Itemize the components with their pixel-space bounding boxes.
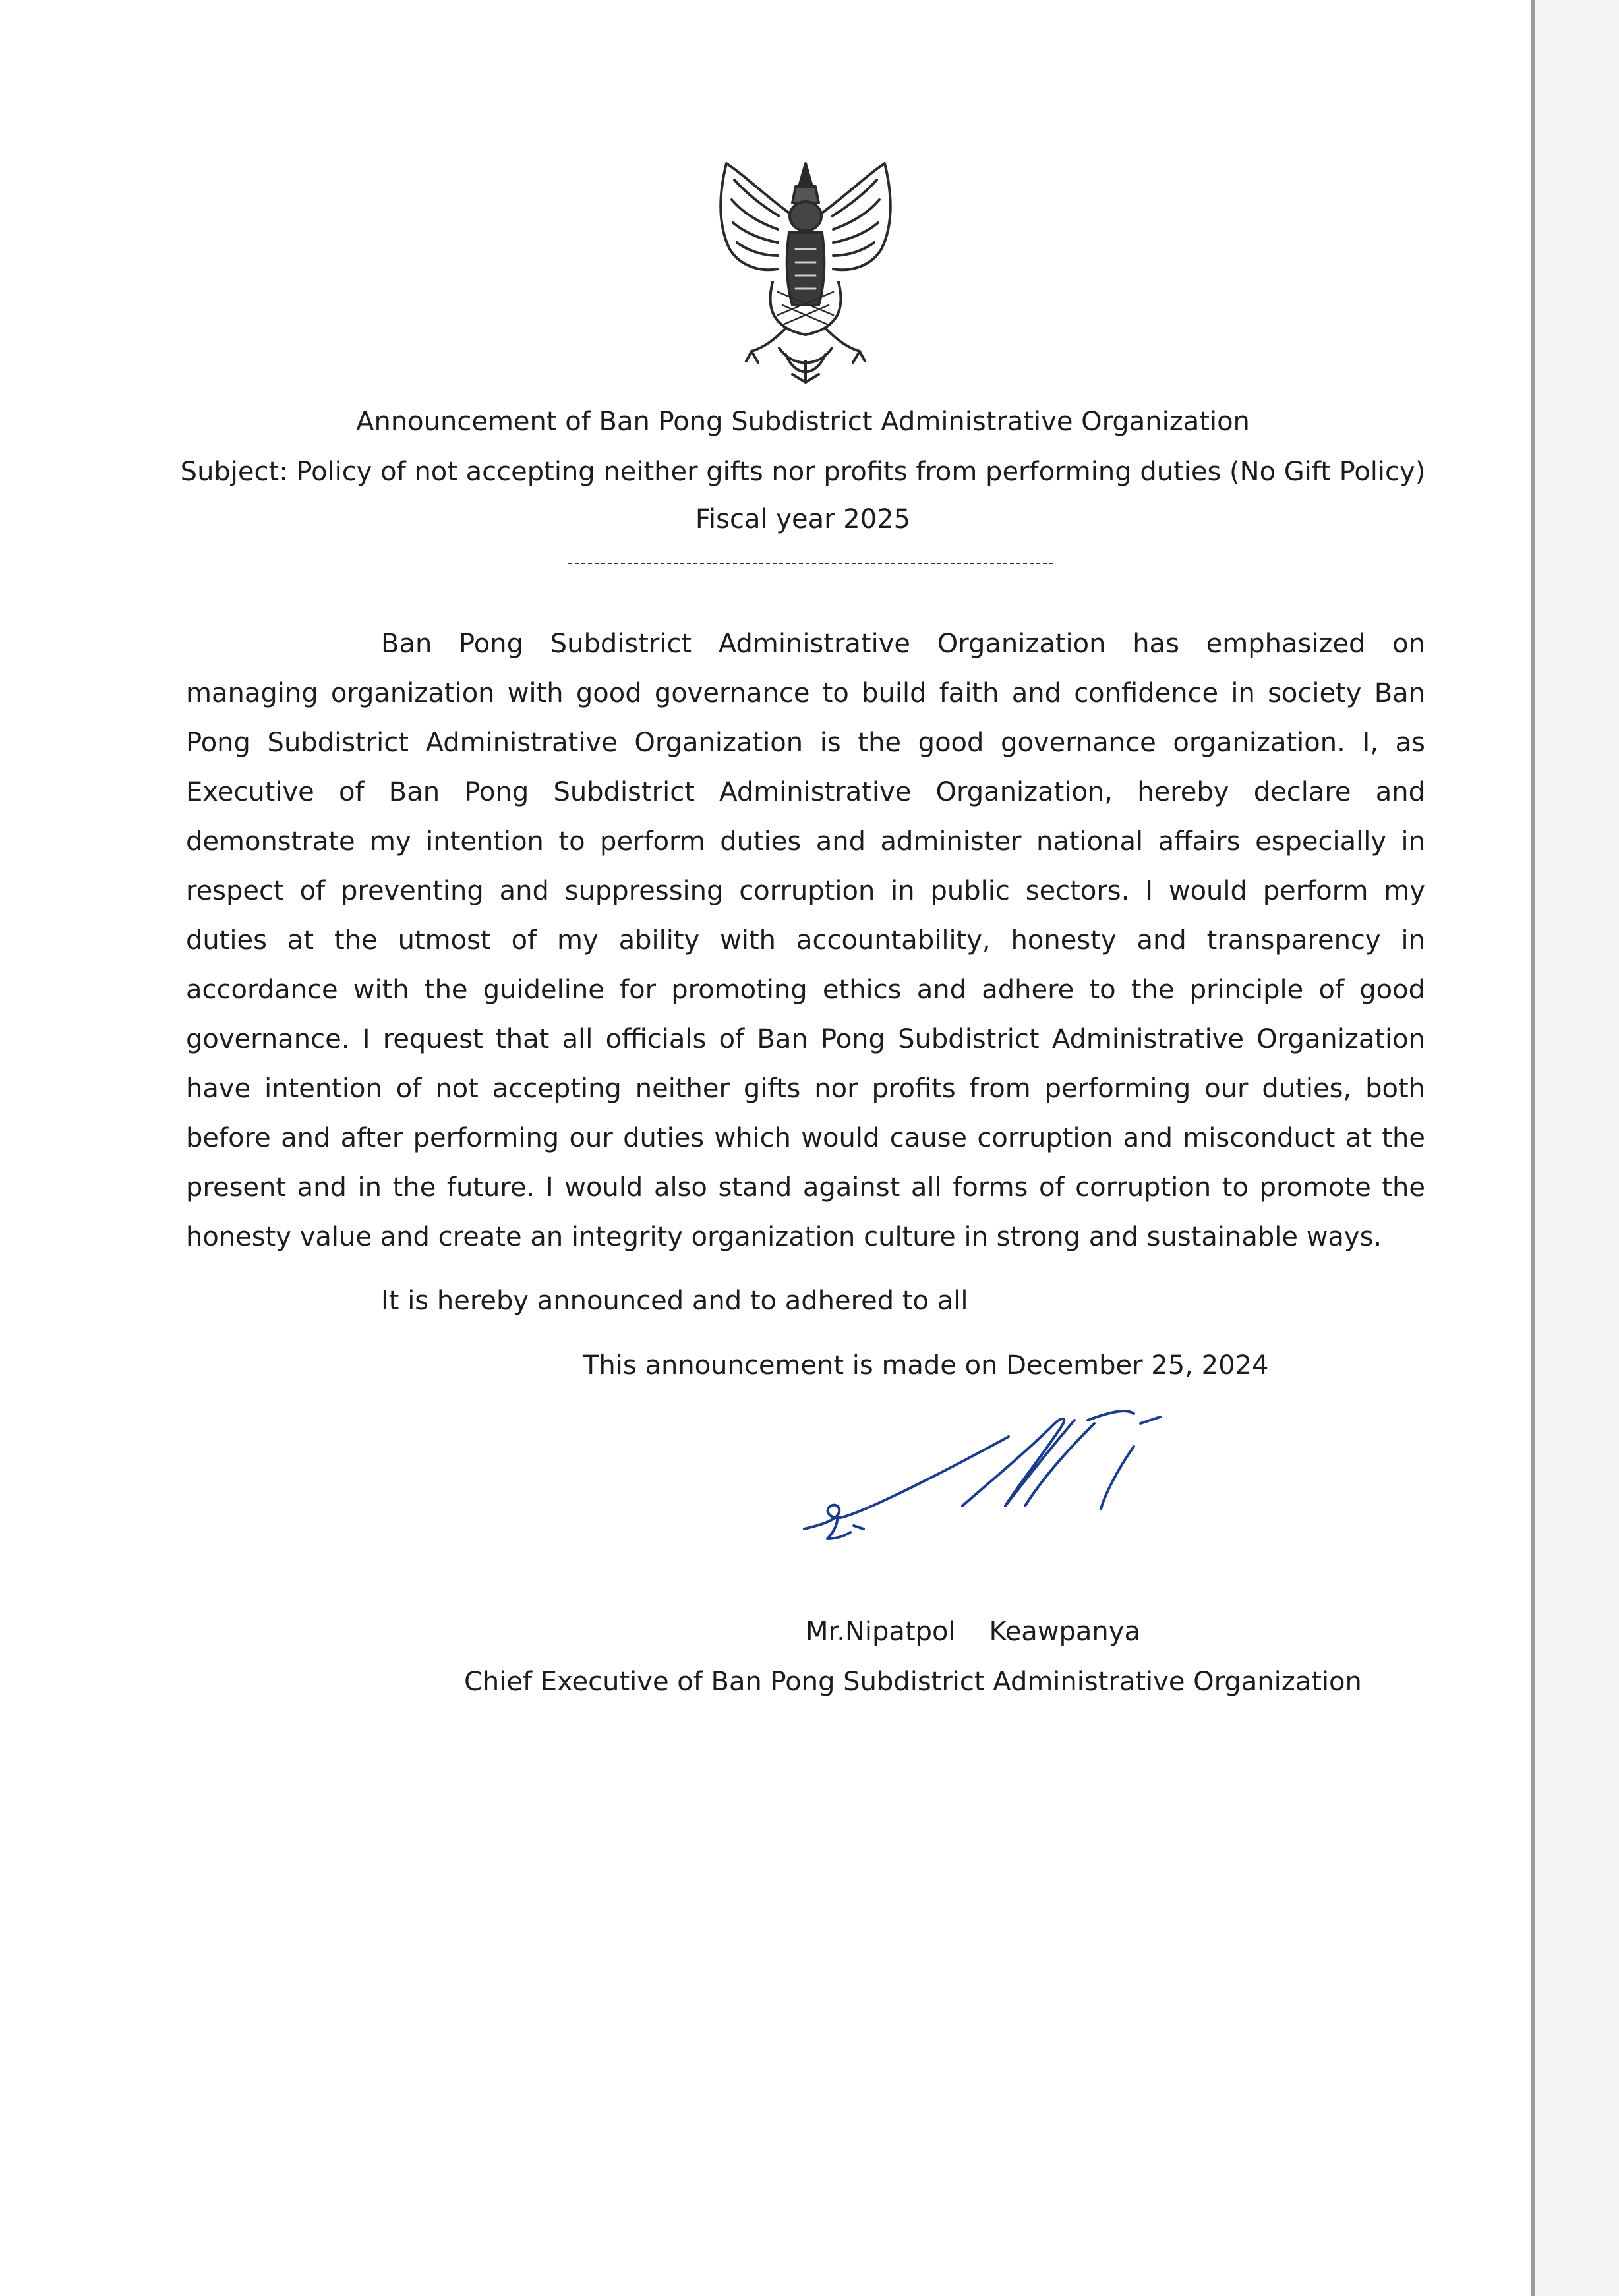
garuda-emblem-icon bbox=[700, 150, 911, 387]
handwritten-signature bbox=[791, 1397, 1200, 1549]
signer-name: Mr.Nipatpol Keawpanya bbox=[806, 1617, 1140, 1647]
signer-title: Chief Executive of Ban Pong Subdistrict Administrative Organization bbox=[464, 1667, 1362, 1697]
scan-shade bbox=[1535, 0, 1619, 2296]
closing-statement: It is hereby announced and to adhered to all bbox=[381, 1286, 968, 1316]
announcement-date: This announcement is made on December 25, 2024 bbox=[583, 1350, 1269, 1381]
scan-edge bbox=[1531, 0, 1535, 2296]
separator-line bbox=[568, 563, 1053, 564]
fiscal-year: Fiscal year 2025 bbox=[695, 504, 911, 534]
announcement-subject: Subject: Policy of not accepting neither gifts nor profits from performing duties (No Gift Policy) bbox=[180, 457, 1426, 487]
announcement-body: Ban Pong Subdistrict Administrative Organization has emphasized on managing organization with good governance to build faith and confidence in society Ban Pong Subdistrict Administrative Organization is the good governance organization. I, as Executive of Ban Pong Subdistrict Administrative Organization, hereby declare and demonstrate my intention to perform duties and administer national affairs especially in respect of preventing and suppressing corruption in public sectors. I would perform my duties at the utmost of my ability with accountability, honesty and transparency in accordance with the guideline for promoting ethics and adhere to the principle of good governance. I request that all officials of Ban Pong Subdistrict Administrative Organization have intention of not accepting neither gifts nor profits from performing our duties, both before and after performing our duties which would cause corruption and misconduct at the present and in the future. I would also stand against all forms of corruption to promote the honesty value and create an integrity organization culture in strong and sustainable ways. bbox=[186, 629, 1425, 1252]
announcement-title: Announcement of Ban Pong Subdistrict Administrative Organization bbox=[356, 407, 1250, 437]
